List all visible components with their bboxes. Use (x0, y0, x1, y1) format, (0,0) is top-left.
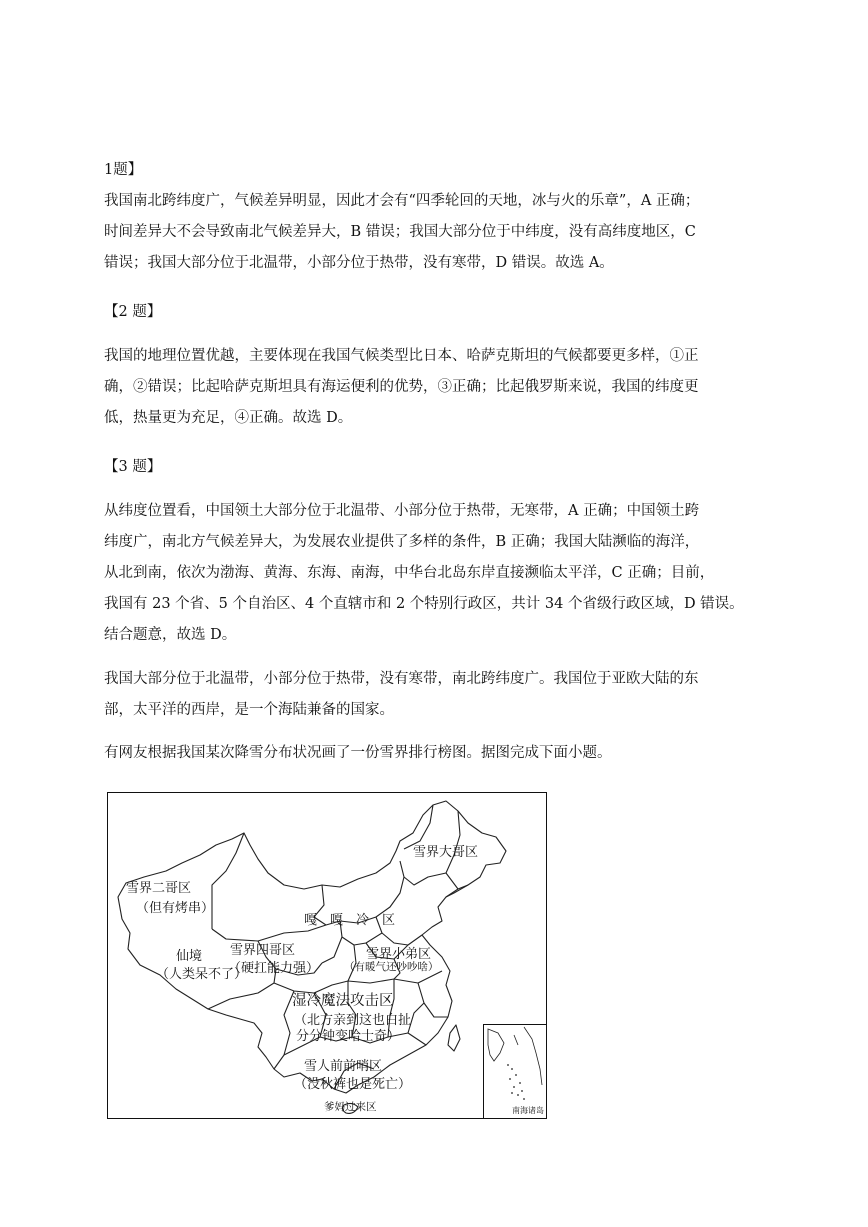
label-big-brother-zone: 雪界大哥区 (413, 845, 479, 860)
label-fourth-brother-zone: 雪界四哥区 (230, 943, 296, 958)
label-little-brother-note: （有暖气还吵吵啥） (344, 961, 439, 973)
label-fairyland-note: （人类呆不了） (156, 967, 248, 982)
label-gaga-cold-zone: 嘎 嘎 冷 区 (304, 913, 396, 928)
text-line: 部，太平洋的西岸，是一个海陆兼备的国家。 (104, 702, 394, 718)
text-line: 我国南北跨纬度广，气候差异明显，因此才会有“四季轮回的天地，冰与火的乐章”，A 正确； (104, 193, 700, 209)
text-line: 1题】 (104, 162, 143, 178)
label-pre-snow-zone: 雪人前前哨区 (304, 1059, 383, 1074)
snow-ranking-map (107, 792, 547, 1119)
text-line: 我国的地理位置优越，主要体现在我国气候类型比日本、哈萨克斯坦的气候都要更多样，①正 (104, 348, 699, 364)
label-little-brother-zone: 雪界小弟区 (366, 947, 432, 962)
section-heading: 【3 题】 (104, 459, 162, 475)
label-second-brother-note: （但有烤串） (136, 901, 215, 916)
label-pre-snow-note: （没秋裤也是死亡） (294, 1077, 412, 1092)
label-south-china-sea-islands: 南海诸岛 (512, 1106, 544, 1115)
text-line: 时间差异大不会导致南北气候差异大，B 错误；我国大部分位于中纬度，没有高纬度地区，C (104, 224, 696, 240)
text-line: 结合题意，故选 D。 (104, 627, 237, 643)
label-fairyland-zone: 仙境 (176, 949, 203, 964)
text-line: 我国大部分位于北温带，小部分位于热带，没有寒带，南北跨纬度广。我国位于亚欧大陆的东 (104, 671, 699, 687)
label-wet-cold-note-1: （北方亲到这也白扯 (294, 1013, 412, 1028)
text-line: 我国有 23 个省、5 个自治区、4 个直辖市和 2 个特别行政区，共计 34 个省级行政区域，D 错误。 (104, 596, 744, 612)
label-wet-cold-zone: 湿冷魔法攻击区 (292, 993, 394, 1009)
south-china-sea-inset (483, 1024, 546, 1118)
text-line: 纬度广，南北方气候差异大，为发展农业提供了多样的条件，B 正确；我国大陆濒临的海洋， (104, 534, 700, 550)
label-fourth-brother-note: （硬扛能力强） (228, 961, 320, 976)
text-line: 错误；我国大部分位于北温带，小部分位于热带，没有寒带，D 错误。故选 A。 (104, 255, 614, 271)
taiwan-island (448, 1025, 460, 1051)
label-second-brother-zone: 雪界二哥区 (126, 881, 192, 896)
text-line: 从纬度位置看，中国领土大部分位于北温带、小部分位于热带，无寒带，A 正确；中国领土跨 (104, 503, 700, 519)
text-line: 从北到南，依次为渤海、黄海、东海、南海，中华台北岛东岸直接濒临太平洋，C 正确；目前， (104, 565, 715, 581)
text-line: 确，②错误；比起哈萨克斯坦具有海运便利的优势，③正确；比起俄罗斯来说，我国的纬度更 (104, 379, 699, 395)
label-no-snow-zone: 爹妈过来区 (324, 1101, 377, 1113)
section-heading: 【2 题】 (104, 304, 162, 320)
text-line: 低，热量更为充足，④正确。故选 D。 (104, 410, 353, 426)
text-line: 有网友根据我国某次降雪分布状况画了一份雪界排行榜图。据图完成下面小题。 (104, 745, 612, 761)
label-wet-cold-note-2: 分分钟变哈士奇） (296, 1029, 401, 1044)
